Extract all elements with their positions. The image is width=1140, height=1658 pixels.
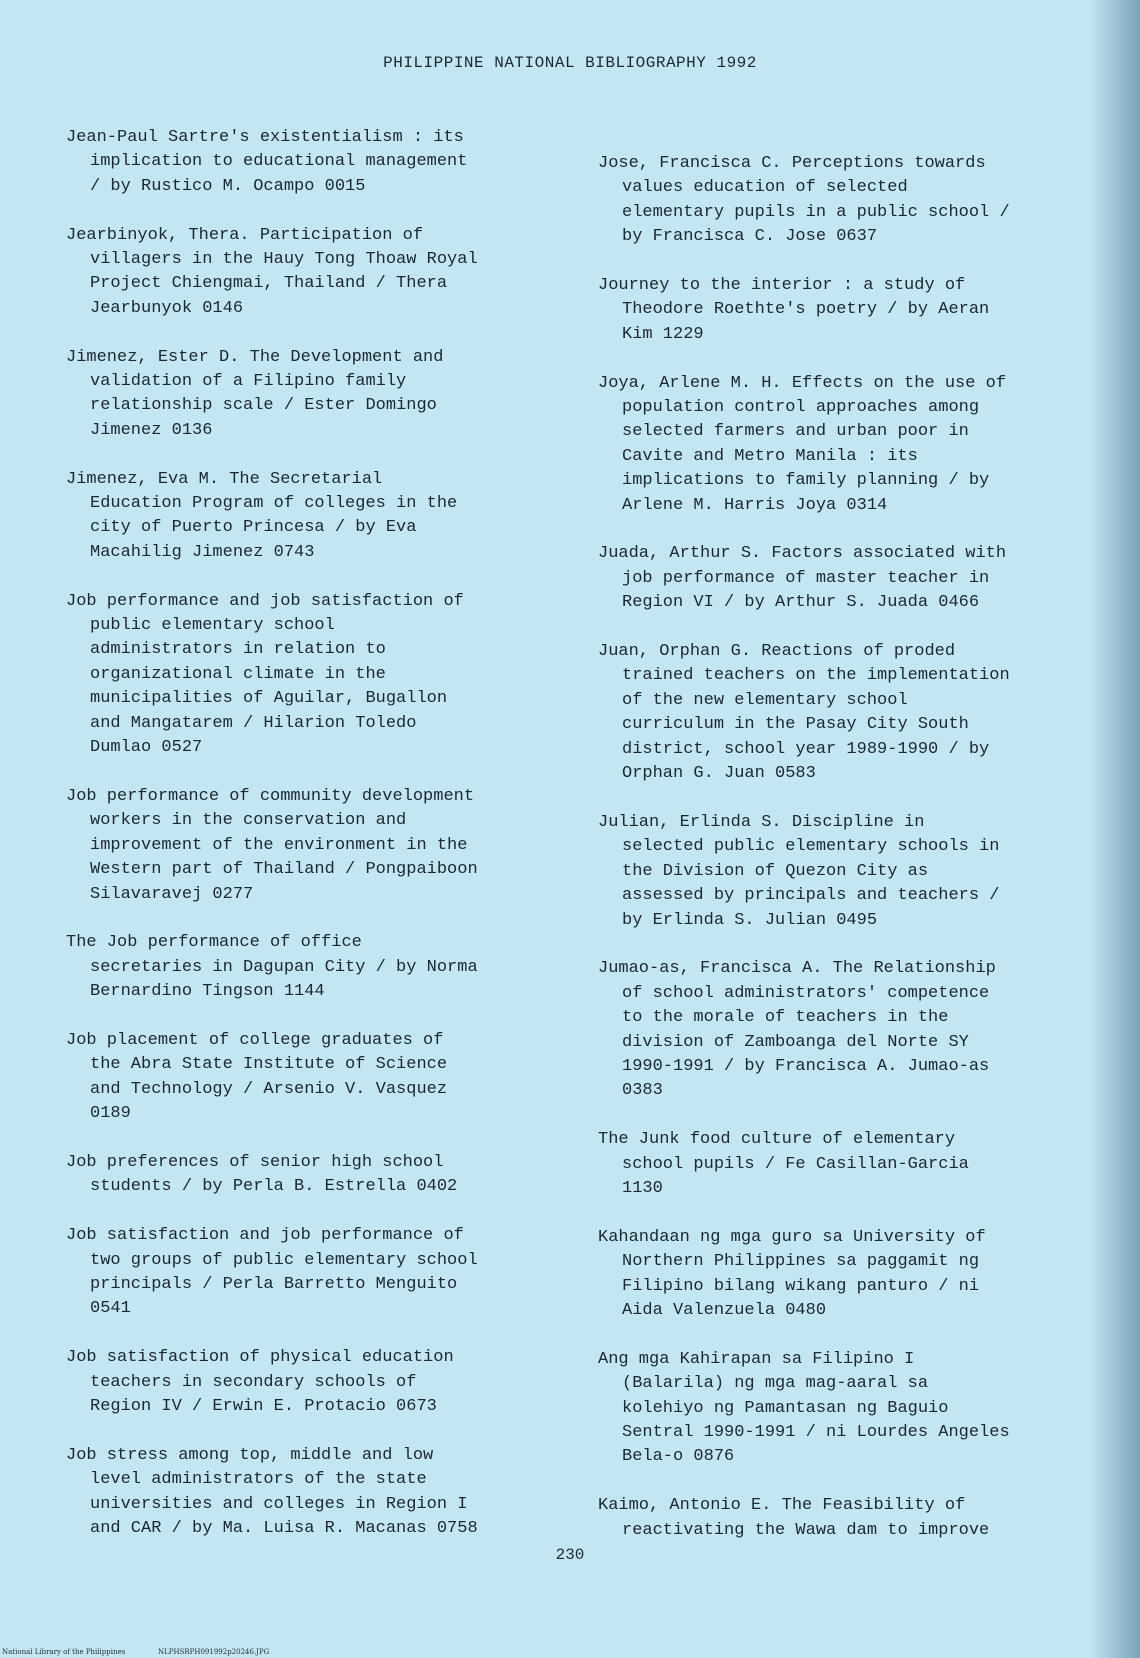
bibliography-entry: Jumao-as, Francisca A. The Relationship of school administrators' competence to the morale of teachers in the division of Zamboanga del Norte SY 1990-1991 / by Francisca A. Jumao-as 0383: [598, 959, 996, 1101]
bibliography-entry: Jose, Francisca C. Perceptions towards values education of selected elementary pupils in a public school / by Francisca C. Jose 0637: [598, 154, 1010, 247]
bibliography-entry: Juada, Arthur S. Factors associated with job performance of master teacher in Region VI / by Arthur S. Juada 0466: [598, 544, 1007, 613]
scan-file-id: NLPHSRPH091992p20246.JPG: [158, 1648, 270, 1656]
page-number: 230: [555, 1546, 585, 1564]
bibliography-entry: Jearbinyok, Thera. Participation of villagers in the Hauy Tong Thoaw Royal Project Chiengmai, Thailand / Thera Jearbunyok 0146: [66, 225, 478, 318]
scan-credit: National Library of the Philippines: [2, 1648, 126, 1656]
bibliography-entry: Kaimo, Antonio E. The Feasibility of reactivating the Wawa dam to improve: [598, 1496, 990, 1540]
bibliography-entry: Job stress among top, middle and low level administrators of the state universities and colleges in Region I and CAR / by Ma. Luisa R. Macanas 0758: [66, 1445, 478, 1538]
bibliography-entry: Job satisfaction of physical education teachers in secondary schools of Region IV / Erwin E. Protacio 0673: [66, 1348, 454, 1416]
bibliography-entry: Job performance of community development workers in the conservation and improvement of the environment in the Western part of Thailand / Pongpaiboon Silavaravej 0277: [66, 786, 478, 904]
running-header: PHILIPPINE NATIONAL BIBLIOGRAPHY 1992: [383, 54, 757, 72]
bibliography-entry: The Job performance of office secretaries in Dagupan City / by Norma Bernardino Tingson 1144: [66, 933, 478, 1002]
bibliography-entry: Ang mga Kahirapan sa Filipino I (Balarila) ng mga mag-aaral sa kolehiyo ng Pamantasan ng Baguio Sentral 1990-1991 / ni Lourdes Angeles Bela-o 0876: [598, 1349, 1010, 1467]
bibliography-entry: Juan, Orphan G. Reactions of proded trained teachers on the implementation of the new elementary school curriculum in the Pasay City South district, school year 1989-1990 / by Orphan G. Juan 0583: [598, 642, 1010, 784]
bibliography-entry: Job placement of college graduates of the Abra State Institute of Science and Technology / Arsenio V. Vasquez 0189: [66, 1030, 448, 1124]
bibliography-entry: Kahandaan ng mga guro sa University of Northern Philippines sa paggamit ng Filipino bilang wikang panturo / ni Aida Valenzuela 0480: [598, 1227, 986, 1320]
bibliography-entry: Job preferences of senior high school students / by Perla B. Estrella 0402: [66, 1152, 458, 1197]
bibliography-entry: Jimenez, Eva M. The Secretarial Education Program of colleges in the city of Puerto Princesa / by Eva Macahilig Jimenez 0743: [66, 469, 458, 562]
bibliography-entry: Job satisfaction and job performance of two groups of public elementary school principals / Perla Barretto Menguito 0541: [66, 1226, 478, 1319]
bibliography-entry: Joya, Arlene M. H. Effects on the use of population control approaches among selected farmers and urban poor in Cavite and Metro Manila : its implications to family planning / by Arlene M. Harris Joya 0314: [598, 373, 1007, 515]
bibliography-entry: Journey to the interior : a study of Theodore Roethte's poetry / by Aeran Kim 1229: [598, 276, 990, 344]
bibliography-entry: Jimenez, Ester D. The Development and validation of a Filipino family relationship scale / Ester Domingo Jimenez 0136: [66, 347, 444, 440]
bibliography-entry: Jean-Paul Sartre's existentialism : its implication to educational management / by Rustico M. Ocampo 0015: [66, 128, 468, 196]
bibliography-entry: The Junk food culture of elementary school pupils / Fe Casillan-Garcia 1130: [598, 1130, 969, 1198]
right-column: [598, 152, 1118, 1567]
left-column: [66, 126, 586, 1566]
bibliography-entry: Julian, Erlinda S. Discipline in selected public elementary schools in the Division of Quezon City as assessed by principals and teachers / by Erlinda S. Julian 0495: [598, 812, 1000, 930]
bibliography-entry: Job performance and job satisfaction of public elementary school administrators in relation to organizational climate in the municipalities of Aguilar, Bugallon and Mangatarem / Hilarion Toledo Dumlao 0527: [66, 591, 464, 758]
